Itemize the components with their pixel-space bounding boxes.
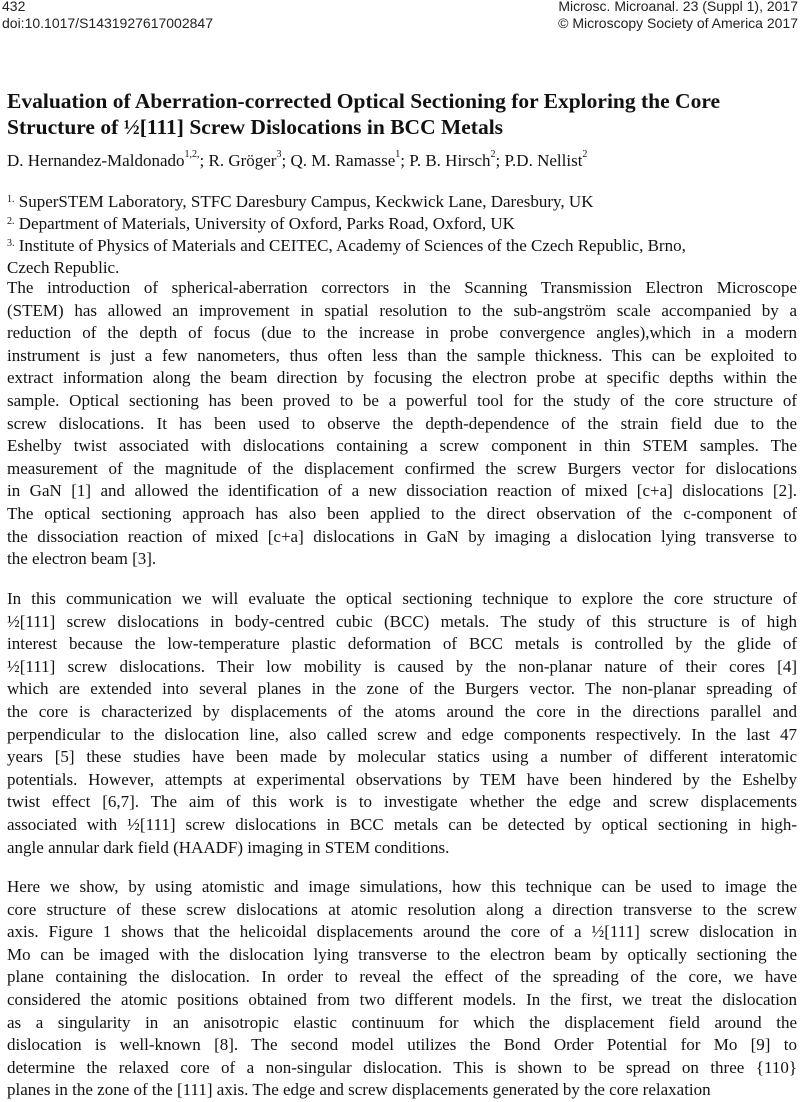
affiliation-text: SuperSTEM Laboratory, STFC Daresbury Campus, Keckwick Lane, Daresbury, UK bbox=[14, 192, 594, 211]
title-line: Evaluation of Aberration-corrected Optical Sectioning for Exploring the Core bbox=[7, 89, 721, 113]
text-line: ½[111] screw dislocations. Their low mobility is caused by the non-planar nature of their cores [4] bbox=[7, 656, 797, 676]
author-name: P. B. Hirsch bbox=[409, 151, 491, 170]
author-affiliation-mark: 1 bbox=[395, 149, 401, 160]
text-line: dislocation is well-known [8]. The second model utilizes the Bond Order Potential for Mo [9] to bbox=[7, 1035, 797, 1055]
affiliations bbox=[7, 191, 686, 279]
affiliation-text: Institute of Physics of Materials and CEITEC, Academy of Sciences of the Czech Republic, Brno, bbox=[14, 236, 686, 255]
affiliation bbox=[7, 213, 686, 235]
text-line: considered the atomic positions obtained from two different models. In the first, we treat the dislocation bbox=[7, 989, 797, 1009]
paragraph-intro bbox=[7, 277, 797, 571]
text-line: ½[111] screw dislocations in body-centred cubic (BCC) metals. The study of this structure is of high bbox=[7, 611, 797, 631]
text-line: angle annular dark field (HAADF) imaging in STEM conditions. bbox=[7, 837, 450, 857]
text-line: The introduction of spherical-aberration correctors in the Scanning Transmission Electron Microscope bbox=[7, 278, 797, 297]
text-line: determine the relaxed core of a non-singular dislocation. This is shown to be spread on three {110} bbox=[7, 1057, 797, 1077]
text-line: twist effect [6,7]. The aim of this work is to investigate whether the edge and screw displacements bbox=[7, 792, 797, 812]
paragraph-results bbox=[7, 876, 797, 1102]
text-line: The optical sectioning approach has also been applied to the direct observation of the c-component of bbox=[7, 503, 797, 523]
author-affiliation-mark: 2 bbox=[582, 149, 588, 160]
text-line: in GaN [1] and allowed the identification of a new dissociation reaction of mixed [c+a] dislocations [2]. bbox=[7, 481, 797, 501]
doi: doi:10.1017/S1431927617002847 bbox=[2, 15, 213, 31]
author-list bbox=[7, 151, 587, 171]
text-line: In this communication we will evaluate the optical sectioning technique to explore the core structure of bbox=[7, 589, 797, 608]
affiliation bbox=[7, 257, 686, 279]
text-line: Here we show, by using atomistic and image simulations, how this technique can be used to image the bbox=[7, 877, 797, 896]
author-name: P.D. Nellist bbox=[504, 151, 583, 170]
title-line: Structure of ½[111] Screw Dislocations in BCC Metals bbox=[7, 115, 504, 139]
text-line: interest because the low-temperature plastic deformation of BCC metals is controlled by the glide of bbox=[7, 634, 797, 654]
author-affiliation-mark: 3 bbox=[276, 149, 282, 160]
affiliation-text: Department of Materials, University of Oxford, Parks Road, Oxford, UK bbox=[14, 214, 515, 233]
text-line: extract information along the beam direction by focusing the electron probe at specific depths within the bbox=[7, 368, 797, 388]
text-line: as a singularity in an anisotropic elastic continuum for which the displacement field around the bbox=[7, 1012, 797, 1032]
text-line: potentials. However, attempts at experimental observations by TEM have been hindered by the Eshelby bbox=[7, 769, 797, 789]
author-name: Q. M. Ramasse bbox=[290, 151, 396, 170]
paragraph-communication bbox=[7, 588, 797, 859]
text-line: Mo can be imaged with the dislocation lying transverse to the electron beam by optically sectioning the bbox=[7, 944, 797, 964]
text-line: years [5] these studies have been made by molecular statics using a number of different interatomic bbox=[7, 747, 797, 767]
affiliation-number: 1. bbox=[7, 194, 15, 205]
affiliation-number: 3. bbox=[7, 238, 15, 249]
author-separator: ; bbox=[199, 151, 209, 170]
header-right bbox=[558, 0, 798, 32]
text-line: (STEM) has allowed an improvement in spatial resolution to the sub-angström scale accompanied by a bbox=[7, 300, 797, 320]
affiliation-number: 2. bbox=[7, 216, 15, 227]
author-affiliation-mark: 1,2, bbox=[184, 149, 200, 160]
text-line: core structure of these screw dislocations at atomic resolution along a direction transverse to the screw bbox=[7, 899, 797, 919]
author-affiliation-mark: 2 bbox=[490, 149, 496, 160]
text-line: axis. Figure 1 shows that the helicoidal displacements around the core of a ½[111] screw dislocation in bbox=[7, 922, 797, 942]
text-line: sample. Optical sectioning has been proved to be a powerful tool for the study of the core structure of bbox=[7, 390, 797, 410]
copyright: © Microscopy Society of America 2017 bbox=[558, 15, 798, 31]
paper-title bbox=[7, 88, 797, 140]
text-line: planes in the zone of the [111] axis. The edge and screw displacements generated by the core relaxation bbox=[7, 1080, 711, 1100]
page-number: 432 bbox=[2, 0, 26, 14]
author-separator: ; bbox=[495, 151, 505, 170]
affiliation bbox=[7, 191, 686, 213]
affiliation-text: Czech Republic. bbox=[7, 258, 120, 277]
journal-citation: Microsc. Microanal. 23 (Suppl 1), 2017 bbox=[558, 0, 798, 14]
text-line: reduction of the depth of focus (due to the increase in probe convergence angles),which in a modern bbox=[7, 323, 797, 343]
text-line: associated with ½[111] screw dislocations in BCC metals can be detected by optical sectioning in high- bbox=[7, 814, 797, 834]
author-name: R. Gröger bbox=[208, 151, 277, 170]
text-line: measurement of the magnitude of the displacement confirmed the screw Burgers vector for dislocations bbox=[7, 458, 797, 478]
text-line: which are extended into several planes in the zone of the Burgers vector. The non-planar spreading of bbox=[7, 679, 797, 699]
affiliation bbox=[7, 235, 686, 257]
text-line: the electron beam [3]. bbox=[7, 549, 157, 569]
text-line: the dissociation reaction of mixed [c+a] dislocations in GaN by imaging a dislocation lying transverse to bbox=[7, 526, 797, 546]
author-separator: ; bbox=[400, 151, 410, 170]
text-line: the core is characterized by displacements of the atoms around the core in the directions parallel and bbox=[7, 701, 797, 721]
text-line: screw dislocations. It has been used to observe the depth-dependence of the strain field due to the bbox=[7, 413, 797, 433]
text-line: Eshelby twist associated with dislocations containing a screw component in thin STEM samples. The bbox=[7, 436, 797, 456]
text-line: perpendicular to the dislocation line, also called screw and edge components respectively. In the last 47 bbox=[7, 724, 797, 744]
text-line: plane containing the dislocation. In order to reveal the effect of the spreading of the core, we have bbox=[7, 967, 797, 987]
author-name: D. Hernandez-Maldonado bbox=[7, 151, 185, 170]
author-separator: ; bbox=[281, 151, 291, 170]
header-left bbox=[2, 0, 213, 32]
text-line: instrument is just a few nanometers, thus often less than the sample thickness. This can be exploited to bbox=[7, 345, 797, 365]
